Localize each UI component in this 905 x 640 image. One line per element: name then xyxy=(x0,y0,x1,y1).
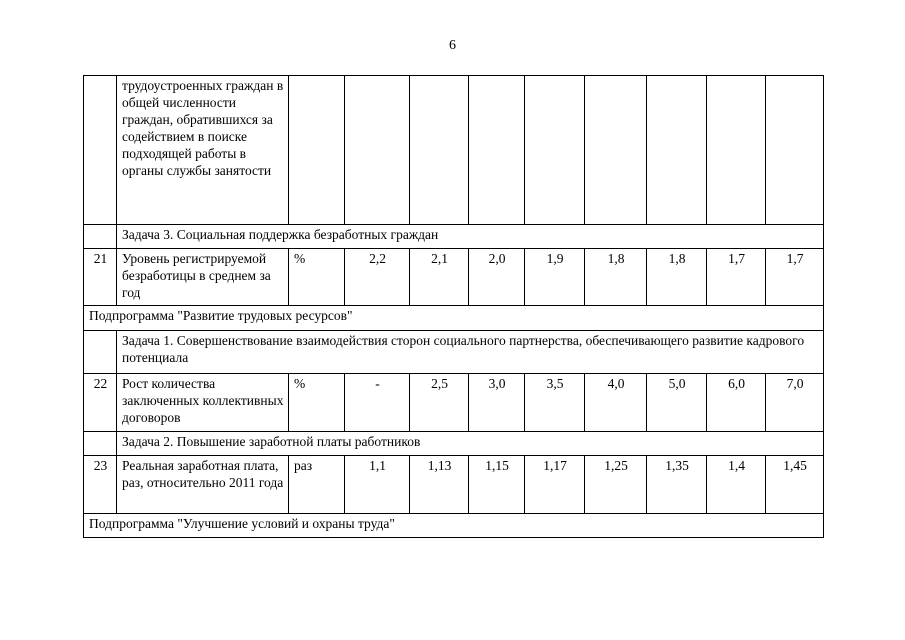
value-cell xyxy=(525,76,585,225)
unit-cell xyxy=(289,76,345,225)
row-number-cell xyxy=(84,331,117,374)
value-cell: - xyxy=(345,374,410,432)
task-heading: Задача 2. Повышение заработной платы работников xyxy=(117,432,824,456)
value-cell: 7,0 xyxy=(766,374,824,432)
value-cell xyxy=(469,76,525,225)
value-cell: 1,45 xyxy=(766,456,824,514)
value-cell: 1,1 xyxy=(345,456,410,514)
indicators-table xyxy=(83,75,824,538)
value-cell: 5,0 xyxy=(647,374,707,432)
row-number-cell: 22 xyxy=(84,374,117,432)
page-number: 6 xyxy=(449,38,456,53)
indicator-name-cell: Реальная заработная плата, раз, относительно 2011 года xyxy=(117,456,289,514)
task-heading: Задача 1. Совершенствование взаимодействия сторон социального партнерства, обеспечивающего развитие кадрового потенциала xyxy=(117,331,824,374)
table-row xyxy=(84,374,824,432)
value-cell xyxy=(345,76,410,225)
value-cell: 3,0 xyxy=(469,374,525,432)
indicator-name-cell: Уровень регистрируемой безработицы в среднем за год xyxy=(117,249,289,306)
row-number-cell xyxy=(84,432,117,456)
value-cell: 1,17 xyxy=(525,456,585,514)
task-row xyxy=(84,432,824,456)
task-heading: Задача 3. Социальная поддержка безработных граждан xyxy=(117,225,824,249)
row-number-cell xyxy=(84,76,117,225)
value-cell: 1,7 xyxy=(707,249,766,306)
value-cell xyxy=(707,76,766,225)
value-cell: 3,5 xyxy=(525,374,585,432)
value-cell: 2,5 xyxy=(410,374,469,432)
value-cell: 2,0 xyxy=(469,249,525,306)
value-cell: 6,0 xyxy=(707,374,766,432)
value-cell: 1,4 xyxy=(707,456,766,514)
value-cell xyxy=(585,76,647,225)
indicator-name-cell: трудоустроенных граждан в общей численности граждан, обратившихся за содействием в поиске подходящей работы в органы службы занятости xyxy=(117,76,289,225)
value-cell: 1,35 xyxy=(647,456,707,514)
subprogram-heading: Подпрограмма "Развитие трудовых ресурсов" xyxy=(84,306,824,331)
table-row-continued xyxy=(84,76,824,225)
value-cell: 1,9 xyxy=(525,249,585,306)
value-cell xyxy=(766,76,824,225)
value-cell xyxy=(410,76,469,225)
unit-cell: % xyxy=(289,374,345,432)
subprogram-row xyxy=(84,306,824,331)
task-row xyxy=(84,331,824,374)
task-row xyxy=(84,225,824,249)
value-cell: 2,1 xyxy=(410,249,469,306)
unit-cell: раз xyxy=(289,456,345,514)
row-number-cell xyxy=(84,225,117,249)
value-cell: 1,13 xyxy=(410,456,469,514)
value-cell: 1,8 xyxy=(585,249,647,306)
subprogram-row xyxy=(84,514,824,538)
value-cell: 1,8 xyxy=(647,249,707,306)
subprogram-heading: Подпрограмма "Улучшение условий и охраны труда" xyxy=(84,514,824,538)
value-cell xyxy=(647,76,707,225)
table-row xyxy=(84,249,824,306)
table-row xyxy=(84,456,824,514)
row-number-cell: 21 xyxy=(84,249,117,306)
value-cell: 1,25 xyxy=(585,456,647,514)
indicator-name-cell: Рост количества заключенных коллективных договоров xyxy=(117,374,289,432)
value-cell: 1,15 xyxy=(469,456,525,514)
row-number-cell: 23 xyxy=(84,456,117,514)
value-cell: 2,2 xyxy=(345,249,410,306)
value-cell: 1,7 xyxy=(766,249,824,306)
unit-cell: % xyxy=(289,249,345,306)
value-cell: 4,0 xyxy=(585,374,647,432)
